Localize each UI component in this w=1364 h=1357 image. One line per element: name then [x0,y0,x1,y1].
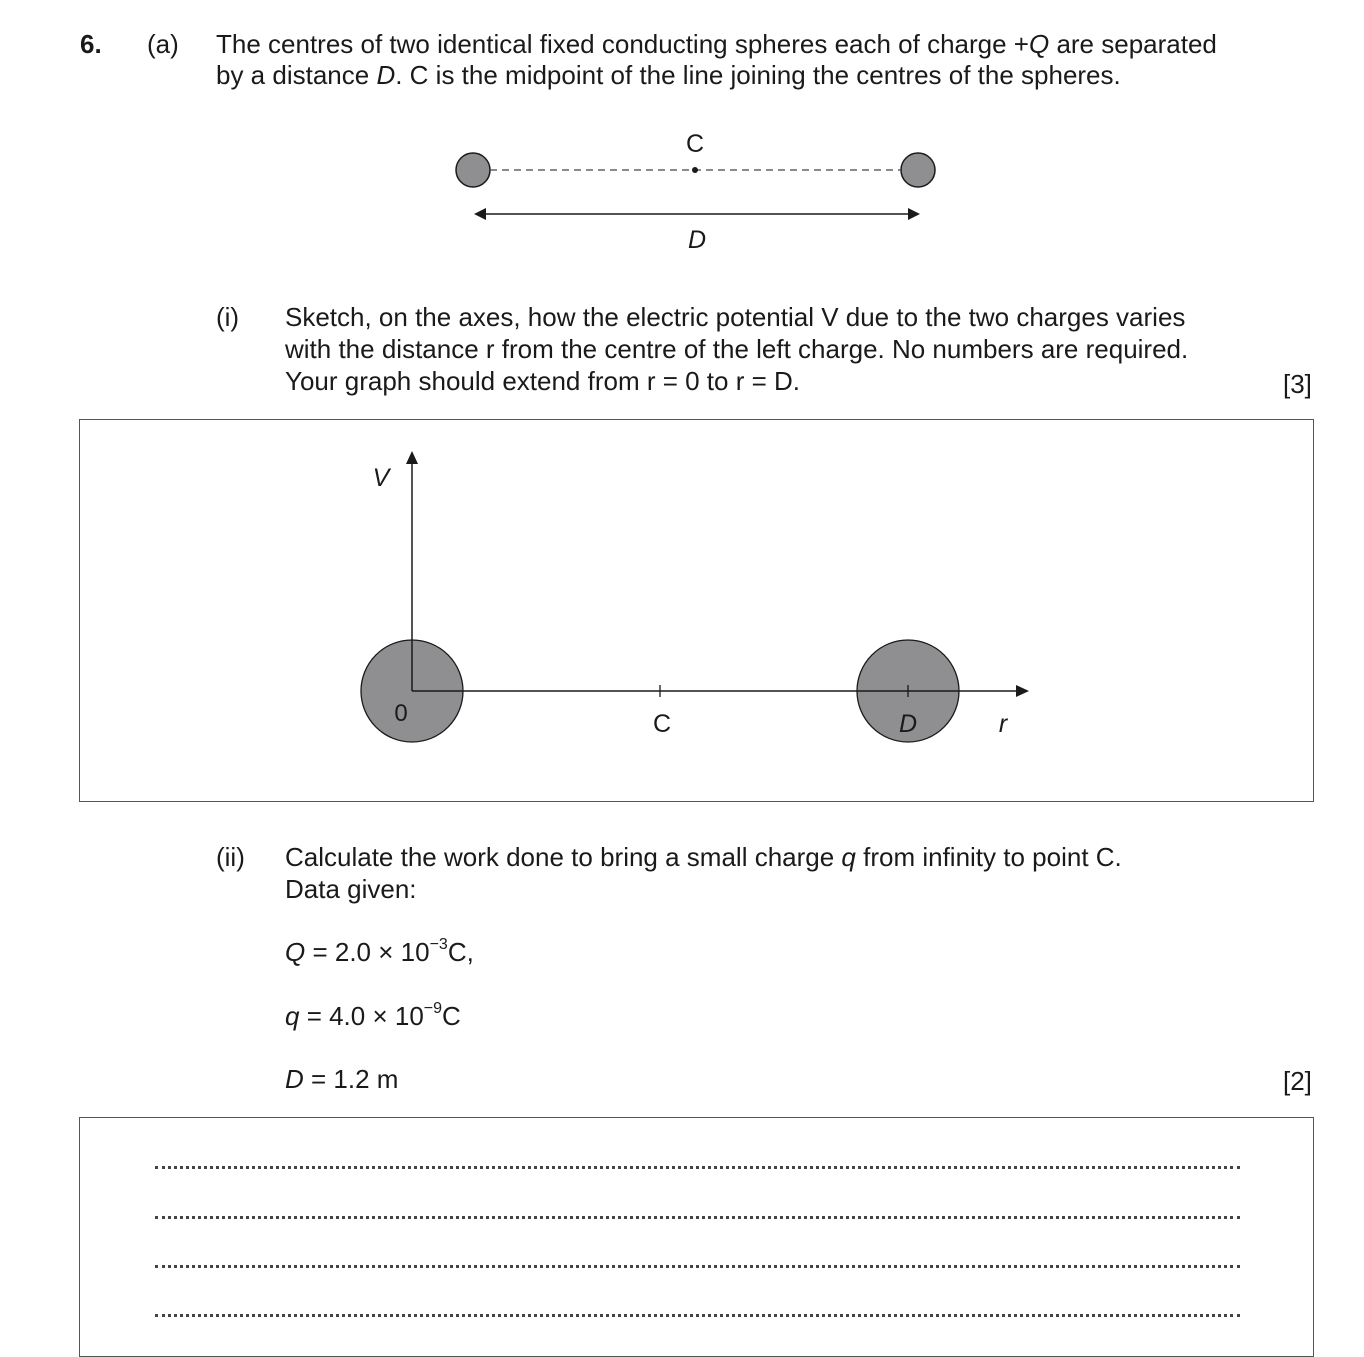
midpoint-label: C [685,130,705,158]
part-ii-line1: Calculate the work done to bring a small charge q from infinity to point C. [285,842,1122,872]
c-label: C [652,710,672,738]
left-sphere [456,153,490,187]
calculation-answer-box[interactable] [79,1117,1314,1357]
right-sphere [901,153,935,187]
distance-arrow-right-head [908,208,920,220]
part-a-line1: The centres of two identical fixed conducting spheres each of charge +Q are separated [216,29,1217,59]
answer-line[interactable] [155,1314,1240,1317]
d-label: D [898,710,918,738]
part-ii-marks: [2] [1283,1066,1312,1096]
part-i-line1: Sketch, on the axes, how the electric potential V due to the two charges varies [285,302,1186,332]
v-axis-arrow [406,451,418,464]
answer-line[interactable] [155,1166,1240,1169]
origin-label: 0 [394,700,408,727]
part-ii-line2: Data given: [285,874,417,904]
potential-axes [80,420,1312,800]
v-axis-label: V [372,464,390,492]
part-a-line2: by a distance D. C is the midpoint of the line joining the centres of the spheres. [216,60,1121,90]
data-D: D = 1.2 m [285,1064,399,1094]
part-i-line3: Your graph should extend from r = 0 to r = D. [285,366,800,396]
sketch-answer-box[interactable] [79,419,1314,802]
distance-arrow-left-head [474,208,486,220]
midpoint-dot [692,167,698,173]
part-i-label: (i) [216,302,240,332]
data-Q: $Q = 2.0 \times 10^{-3}C$, [285,936,474,967]
part-i-line2: with the distance r from the centre of the left charge. No numbers are required. [285,334,1189,364]
part-i-marks: [3] [1283,369,1312,399]
r-axis-label: r [998,710,1008,738]
spheres-diagram [440,120,960,260]
answer-line[interactable] [155,1216,1240,1219]
distance-label: D [687,226,707,254]
part-a-label: (a) [147,29,179,59]
r-axis-arrow [1016,685,1029,697]
question-number: 6. [80,29,102,59]
part-ii-label: (ii) [216,842,245,872]
data-q: $q = 4.0 \times 10^{-9}C$ [285,1000,461,1031]
answer-line[interactable] [155,1265,1240,1268]
